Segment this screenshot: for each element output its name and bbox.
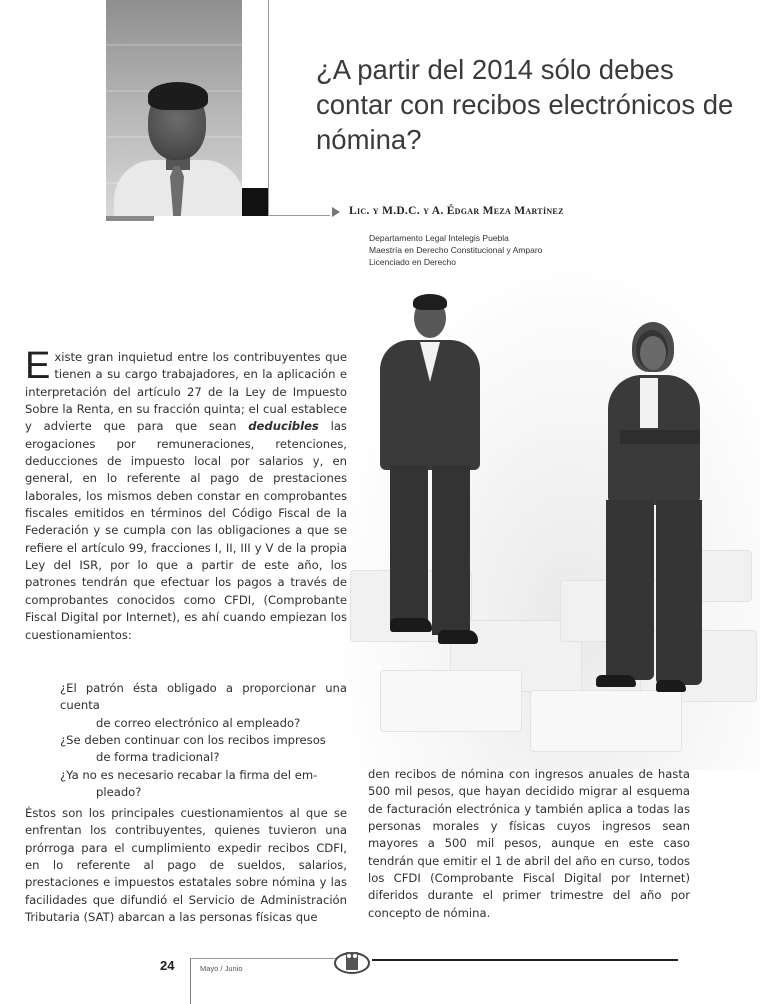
question-list [60,680,347,801]
list-item: ¿Ya no es necesario recabar la firma del em- pleado? [60,767,318,800]
emphasis-deducibles: deducibles [248,419,319,434]
right-column-paragraph: den recibos de nómina con ingresos anuales de hasta 500 mil pesos, que hayan decidido migrar al esquema de facturación electrónica y también aplica a todas las personas morales y físicas cuyos ingresos sean mayores a 500 mil pesos, aunque en este caso tendrán que emitir el 1 de abril del año en curso, todos los CFDI (Comprobante Fiscal Digital por Internet) diferidos durante el primer trimestre del año por concepto de nómina. [368,767,690,920]
author-affiliation [369,232,542,268]
page-number: 24 [160,958,175,973]
article-title: ¿A partir del 2014 sólo debes contar con recibos electrónicos de nómina? [316,54,734,155]
footer-divider [190,958,191,1004]
affiliation-line: Licenciado en Derecho [369,257,456,267]
photo-frame-line [268,0,269,216]
author-photo [106,0,242,216]
affiliation-line: Departamento Legal Intelegis Puebla [369,233,509,243]
magazine-logo-icon [332,947,372,977]
photo-corner-block [242,188,268,216]
author-name: Lic. y M.D.C. y A. Édgar Meza Martínez [349,205,564,217]
footer-divider-horizontal [190,958,338,959]
second-paragraph: Éstos son los principales cuestionamientos al que se enfrentan los contribuyentes, quienes tuvieron una prórroga para el cumplimiento expedir recibos CDFI, en lo referente al pago de sueldos, salarios, prestaciones e impuestos estatales sobre nómina y las facilidades que difundió el Servicio de Administración Tributaria (SAT) abarcan a las personas físicas que [25,806,347,925]
list-item: ¿Se deben continuar con los recibos impresos de forma tradicional? [60,733,326,765]
photo-underline [106,216,154,221]
issue-date: Mayo / Junio [200,964,243,973]
intro-text-end: las erogaciones por remuneraciones, retenciones, deducciones de impuesto local por salarios y, en general, en lo referente al pago de prestaciones laborales, los mismos deben constar en comprobantes fiscales emitidos en términos del Código Fiscal de la Federación y se cumpla con las obligaciones a que se refiere el artículo 99, fracciones I, II, III y V de la propia Ley del ISR, por lo que a partir de este año, los patrones tendrán que efectuar los pagos a través de comprobantes conocidos como CFDI, (Comprobante Fiscal Digital por Internet), es ahí cuando empiezan los cuestionamientos: [25,419,347,642]
footer-rule [372,959,678,961]
affiliation-line: Maestría en Derecho Constitucional y Amparo [369,245,543,255]
business-people-illustration [340,270,760,770]
author-arrow-icon [332,207,340,217]
intro-paragraph [25,345,347,644]
list-item: ¿El patrón ésta obligado a proporcionar una cuenta de correo electrónico al empleado? [60,681,347,730]
intro-text-start: xiste gran inquietud entre los contribuyentes que tienen a su cargo trabajadores, en la aplicación e interpretación del artículo 27 de la Ley de Impuesto Sobre la Renta, en su fracción quinta; el cual establece y advierte que para que sean [25,350,347,434]
drop-cap: E [25,345,51,387]
